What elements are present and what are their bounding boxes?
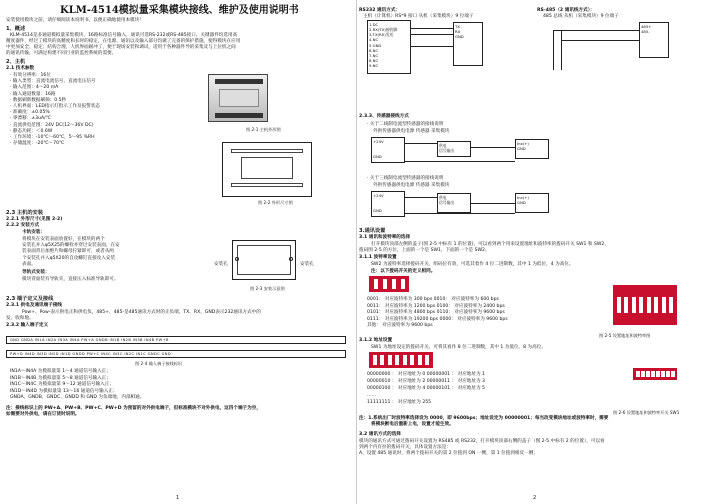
addr-row-3: …… xyxy=(367,393,377,398)
rs485-slave-connector xyxy=(639,22,669,58)
sw-board-image xyxy=(613,285,677,325)
rs232-pin-4: 5.GND xyxy=(369,42,382,48)
input-def-3: IN1D～IN4D 为模拟量第 13～16 通道信号输入正； xyxy=(10,388,118,394)
pin-gnd: GND xyxy=(373,154,382,160)
rs232-slave-connector xyxy=(453,22,483,66)
overview-line-1: KLM-4514是多通道模拟量采集模块，16路标准信号输入，通讯可选RS-232或RS-485接口，关键器件均选用高 xyxy=(10,33,238,38)
rs232-pin-0: 1.DC xyxy=(369,22,379,27)
note-line-2: 如需要对外供电，请在订货时说明。 xyxy=(6,412,80,417)
rs232-slave-pin-0: TX xyxy=(455,24,460,29)
fig-2-5-caption: 图 2-5 设置地址和波特率图 xyxy=(599,333,651,338)
section-3-2: 3.2 通讯方式的选择 xyxy=(359,432,401,437)
spec-item-2: · 输入范围：4～20 mA xyxy=(10,85,59,91)
rs232-wire-3 xyxy=(411,46,453,47)
three-wire-line-1 xyxy=(405,197,437,198)
two-wire-line-1 xyxy=(405,143,437,144)
sensor-power: 供电 xyxy=(439,143,447,148)
sensor-signal: 信号输出 xyxy=(439,148,455,154)
overview-line-4: 的通讯传输，可满足构建不同行业的监控系统的需要。 xyxy=(6,51,117,56)
three-wire-power xyxy=(371,191,405,217)
rail-line-0: 将模块在安装表面放置好，在模块的两个 xyxy=(22,237,105,242)
note-line-1: 注：接线标识上的 PW+A、PW+B、PW+C、PW+D 为预留的对外供电端子，但标准模块不对外供电，这四个端子为空， xyxy=(6,406,261,411)
rs232-wire-2 xyxy=(411,34,453,35)
spec-item-8: · 直流供电范围：24V DC(12～36V DC) xyxy=(10,122,94,128)
rs232-pin-8: 9.NC xyxy=(369,63,379,68)
two-wire-title: · 关于二线制电流型传感器的接线说明 xyxy=(367,122,444,127)
pin-24v: +24V xyxy=(373,193,384,198)
rs485-subtitle: 485 总线 从机（采集模块）9 位端子 xyxy=(543,14,619,19)
two-wire-line-2 xyxy=(471,147,515,148)
doc-title: KLM-4514模拟量采集模块接线、维护及使用说明书 xyxy=(60,5,299,16)
three-wire-module xyxy=(515,193,549,213)
input-def-0: IN1A～IN4A 为模拟量第 1～4 通道信号输入正； xyxy=(10,369,111,374)
addr-row-2: 00000100 ： 对应地址为 4 00000101 ： 对应地址为 5 xyxy=(367,386,485,391)
rs232-pin-2: 3.TX(RX)发送 xyxy=(369,32,394,38)
rail-line-4: 表面。 xyxy=(22,261,36,267)
rs232-title: RS232 通讯方式： xyxy=(359,8,401,13)
overview-line-2: 精度器件，经过了模块的高精度和长时的稳定，在电源、通讯以及输入部分均做了完备的保护措施，使得模块在应用 xyxy=(6,39,241,44)
rs232-wire-1 xyxy=(411,28,453,29)
addr-text: SW1 为地址设定的拨码开关，可将其看作 8 位二进制数，其中 1 为低位，8 为高位。 xyxy=(371,345,546,350)
two-wire-subtitle: 外供传感器供电电源 传感器 采集模块 xyxy=(373,129,450,134)
spec-item-7: · 零漂移：±3uA/℃ xyxy=(10,116,51,122)
two-wire-sensor xyxy=(437,141,471,157)
rs232-pin-6: 7.NC xyxy=(369,52,379,58)
two-wire-line-3 xyxy=(405,161,515,162)
fig-2-3-caption: 图 2-3 安装示意图 xyxy=(250,286,285,291)
rs485-bus-a xyxy=(553,30,554,70)
sw2-dip-switch xyxy=(369,276,409,292)
mount-hole-label-left: 安装孔 xyxy=(214,262,228,267)
rs485-title: RS-485（2 通讯线方式）： xyxy=(537,8,595,13)
baud-row-3: 0111： 对应波特率为 19200 bps 0000： 对应波特率为 9600 bps xyxy=(367,316,508,322)
addr-row-4: 11111111 ： 对应地址为 255 xyxy=(367,400,432,405)
baud-note: 注：以下拨码开关的定义相同。 xyxy=(371,269,436,274)
page-right xyxy=(357,0,713,504)
comm-text-2: 拨码图 2-5 的方位，上面的一个是 SW1，下面的一个是 SW2。 xyxy=(359,248,490,253)
three-wire-title: · 关于三线制电流型传感器的接线说明 xyxy=(367,176,444,181)
three-wire-subtitle: 外供传感器供电电源 传感器 采集模块 xyxy=(373,183,450,188)
baud-row-4: 其他： 对应波特率为 9600 bps xyxy=(367,323,433,328)
mount-hole-label-right: 安装孔 xyxy=(300,262,314,267)
rs232-pin-7: 8.NC xyxy=(369,57,379,63)
addr-note-2: 将模块断电后重新上电，设置才能生效。 xyxy=(371,422,454,427)
section-3-1-2: 3.1.2 地址设置 xyxy=(359,338,393,343)
spec-item-11: · 存储温度：-20℃～70℃ xyxy=(10,141,65,147)
baud-row-1: 0011： 对应波特率为 1200 bps 0100： 对应波特率为 2400 bps xyxy=(367,303,505,309)
rail-mount-title: 卡轨安装： xyxy=(22,230,45,235)
spec-item-9: · 静态功耗：＜0.6W xyxy=(10,128,53,134)
section-2-heading: 2、主机 xyxy=(6,59,26,65)
fig-2-2-caption: 图 2-2 外形尺寸图 xyxy=(258,200,293,205)
module-inx: Inx(+) xyxy=(517,141,529,146)
section-term-heading: 2.3 端子定义及接线 xyxy=(6,296,54,302)
section-3-1: 3.1 通讯和波特率的选择 xyxy=(359,235,411,240)
dimension-drawing xyxy=(222,142,312,197)
addr-note-1: 注：1.系统出厂时波特率选择设为 0000，即 9600bps；地址设定为 00000001；每当改变模块地址或波特率时，需要 xyxy=(359,416,609,421)
sensor-signal: 信号输出 xyxy=(439,200,455,206)
three-wire-line-2 xyxy=(471,203,515,204)
baud-text: SW2 为波特率选择拨码开关，组码位有效，可选其着作 4 位二进制数，其中 1 为低位，4 为高位。 xyxy=(371,262,574,267)
section-1-heading: 1、概述 xyxy=(6,26,26,32)
comm-select-2: 到两个内有拉的拨码开关，具体设置方法是： xyxy=(359,445,451,450)
rs485-slave-list xyxy=(641,24,667,34)
section-2-1-heading: 2.1 技术参数 xyxy=(6,66,35,71)
spec-item-3: · 输入通道数量：16路 xyxy=(10,91,56,97)
rs232-pin-5: 6.NC xyxy=(369,47,379,53)
overview-line-3: 中更加安全、稳定；结构合理，人机界面耐冲了，便于现场安装和调试，适用于各种器件导的采集及与上位机之间 xyxy=(6,45,236,50)
module-photo xyxy=(208,74,268,122)
input-def-4: GNDA、GNDB、GNDC、GNDD 和 GND 为负端地，内部相通。 xyxy=(10,395,145,401)
rs485-slave-pin-0: 485+ xyxy=(641,24,652,29)
three-wire-line-3 xyxy=(405,213,515,214)
terminal-row-bottom: PW+D IN4D IN3D IN2D IN1D GNDD PW+C IN4C IN3C IN2C IN1C GNDC GND xyxy=(6,350,346,358)
rs485-wire-2 xyxy=(561,40,639,41)
fig-2-6-caption: 图 2-6 设置地址和波特率开关 SW1 xyxy=(613,410,680,415)
rs232-slave-list xyxy=(455,24,481,39)
two-wire-power xyxy=(371,137,405,163)
rail-line-3: 个安装孔并入φ5X20的自攻螺钉直接攻入安装 xyxy=(22,255,116,261)
two-wire-module xyxy=(515,139,549,159)
rail-line-2: 装表面背后加绝片和螺母拧紧即可，或者从两 xyxy=(22,249,114,255)
section-2-2-1: 2.2.1 外形尺寸(见图 2-2) xyxy=(6,217,63,222)
rs232-subtitle: 主机（计算机）RS*9 接口 从机（采集模块）9 位端子 xyxy=(363,14,474,19)
rs232-pin-3: 4.NC xyxy=(369,37,379,43)
spec-item-1: · 输入类型：直流电流信号、直流电压信号 xyxy=(10,79,96,85)
install-diagram xyxy=(232,240,296,280)
pin-gnd: GND xyxy=(373,208,382,214)
section-2-3-1: 2.3.1 供电及通讯端子接线 xyxy=(6,303,63,308)
module-gnd: GND xyxy=(517,200,526,206)
page-number-left: 1 xyxy=(176,495,180,502)
three-wire-sensor xyxy=(437,193,471,213)
rs232-slave-pin-2: GND xyxy=(455,34,464,40)
power-text-2: 发、收和地。 xyxy=(6,316,34,321)
page-left xyxy=(0,0,356,504)
baud-row-2: 0101： 对应波特率为 4800 bps 0110： 对应波特率为 9600 bps xyxy=(367,310,505,315)
guide-mount-title: 导轨式安装： xyxy=(22,270,50,275)
rs485-slave-pin-1: 485- xyxy=(641,29,650,35)
rs232-master-connector xyxy=(367,20,411,74)
comm-text-1: 打开模块顶部左侧的盖子(图 2-5 中标有 1 的位置)，可以看到两个用来设置地址和波特率的拨码开关 SW1 和 SW2， xyxy=(371,242,609,247)
comm-select-3: A、设置 485 通讯时，将两个拨码开关的第 2 位拨到 ON 一侧，第 1 位拨到相反一侧； xyxy=(359,451,538,456)
section-2-3-2: 2.3.2 输入端子定义 xyxy=(6,323,49,328)
pin-24v: +24V xyxy=(373,139,384,144)
rail-line-1: 安装孔并入φ5X25的螺栓并穿过安装表面，在安 xyxy=(22,243,120,249)
rs232-pin-list xyxy=(369,22,409,68)
rs485-wire-1 xyxy=(553,30,639,31)
rs232-pin-1: 2.RX(TX)接收脚 xyxy=(369,27,398,33)
input-def-1: IN1B～IN4B 为模拟量第 5～8 通道信号输入正； xyxy=(10,375,111,381)
spec-item-4: · 数据刷新数据刷频：0.5秒 xyxy=(10,97,67,103)
spec-item-5: · 人机界面：LED指示灯指示工作及报警状态 xyxy=(10,104,101,109)
section-3-1-1: 3.1.1 波特率设置 xyxy=(359,255,397,260)
comm-select-1: 模块的通讯方式可通过拨码开关设置为 RS485 或 RS232，打开模块顶部右侧的盖子（图 2-5 中标有 2 的位置），可以看 xyxy=(359,439,605,444)
section-2-3-heading: 2.3 主机的安装 xyxy=(6,210,43,216)
addr-row-1: 00000010 ： 对应地址为 2 00000011 ： 对应地址为 3 xyxy=(367,379,485,384)
fig-2-1-caption: 图 2-1 主机外形图 xyxy=(246,127,281,132)
guide-mount-text: 模块背面装有导轨夹，直接压入标准导轨即可。 xyxy=(22,277,119,282)
sensor-power: 供电 xyxy=(439,195,447,200)
baud-row-0: 0001： 对应波特率为 300 bps 0010： 对应波特率为 600 bps xyxy=(367,297,499,302)
spec-item-10: · 工作环境：-10℃～60℃，5～95 %RH xyxy=(10,135,95,140)
power-text-1: Pow+、Pow-表示供电正和供电负，485+、485-是485通讯方式时的正负端，TX、RX、GND表示232通讯方式中的 xyxy=(22,310,261,315)
input-def-2: IN1C～IN4C 为模拟量第 9～12 通道信号输入正； xyxy=(10,382,114,388)
fig-2-4-caption: 图 2-4 输入端子接线标识 xyxy=(135,361,183,366)
page-number-right: 2 xyxy=(533,495,537,502)
spec-item-0: · 有效分辨率：16位 xyxy=(10,73,51,78)
rs232-slave-pin-1: RX xyxy=(455,29,461,35)
module-gnd: GND xyxy=(517,146,526,152)
section-2-2-2: 2.2.2 安装方式 xyxy=(6,223,40,228)
section-3-heading: 3.通讯设置 xyxy=(359,228,386,234)
intro-text: 安装使用模块之前，请仔细阅读本说明书，以便正确地使用本模块！ xyxy=(6,18,144,23)
terminal-row-top: GND GNDA IN1A IN2A IN3A IN4A PW+A GNDB IN1B IN2B IN3B IN4B PW+B xyxy=(6,336,346,344)
module-inx: Inx(+) xyxy=(517,195,529,200)
sw1-dip-switch xyxy=(369,352,433,368)
addr-row-0: 00000000 ： 对应地址为 0 00000001 ： 对应地址为 1 xyxy=(367,372,485,377)
section-2-3-3: 2.3.3、传感器接线方式 xyxy=(359,114,409,119)
rs485-bus-b xyxy=(561,30,562,70)
sw1-image xyxy=(633,368,677,380)
spec-item-6: · 准确度：±0.05% xyxy=(10,110,50,116)
